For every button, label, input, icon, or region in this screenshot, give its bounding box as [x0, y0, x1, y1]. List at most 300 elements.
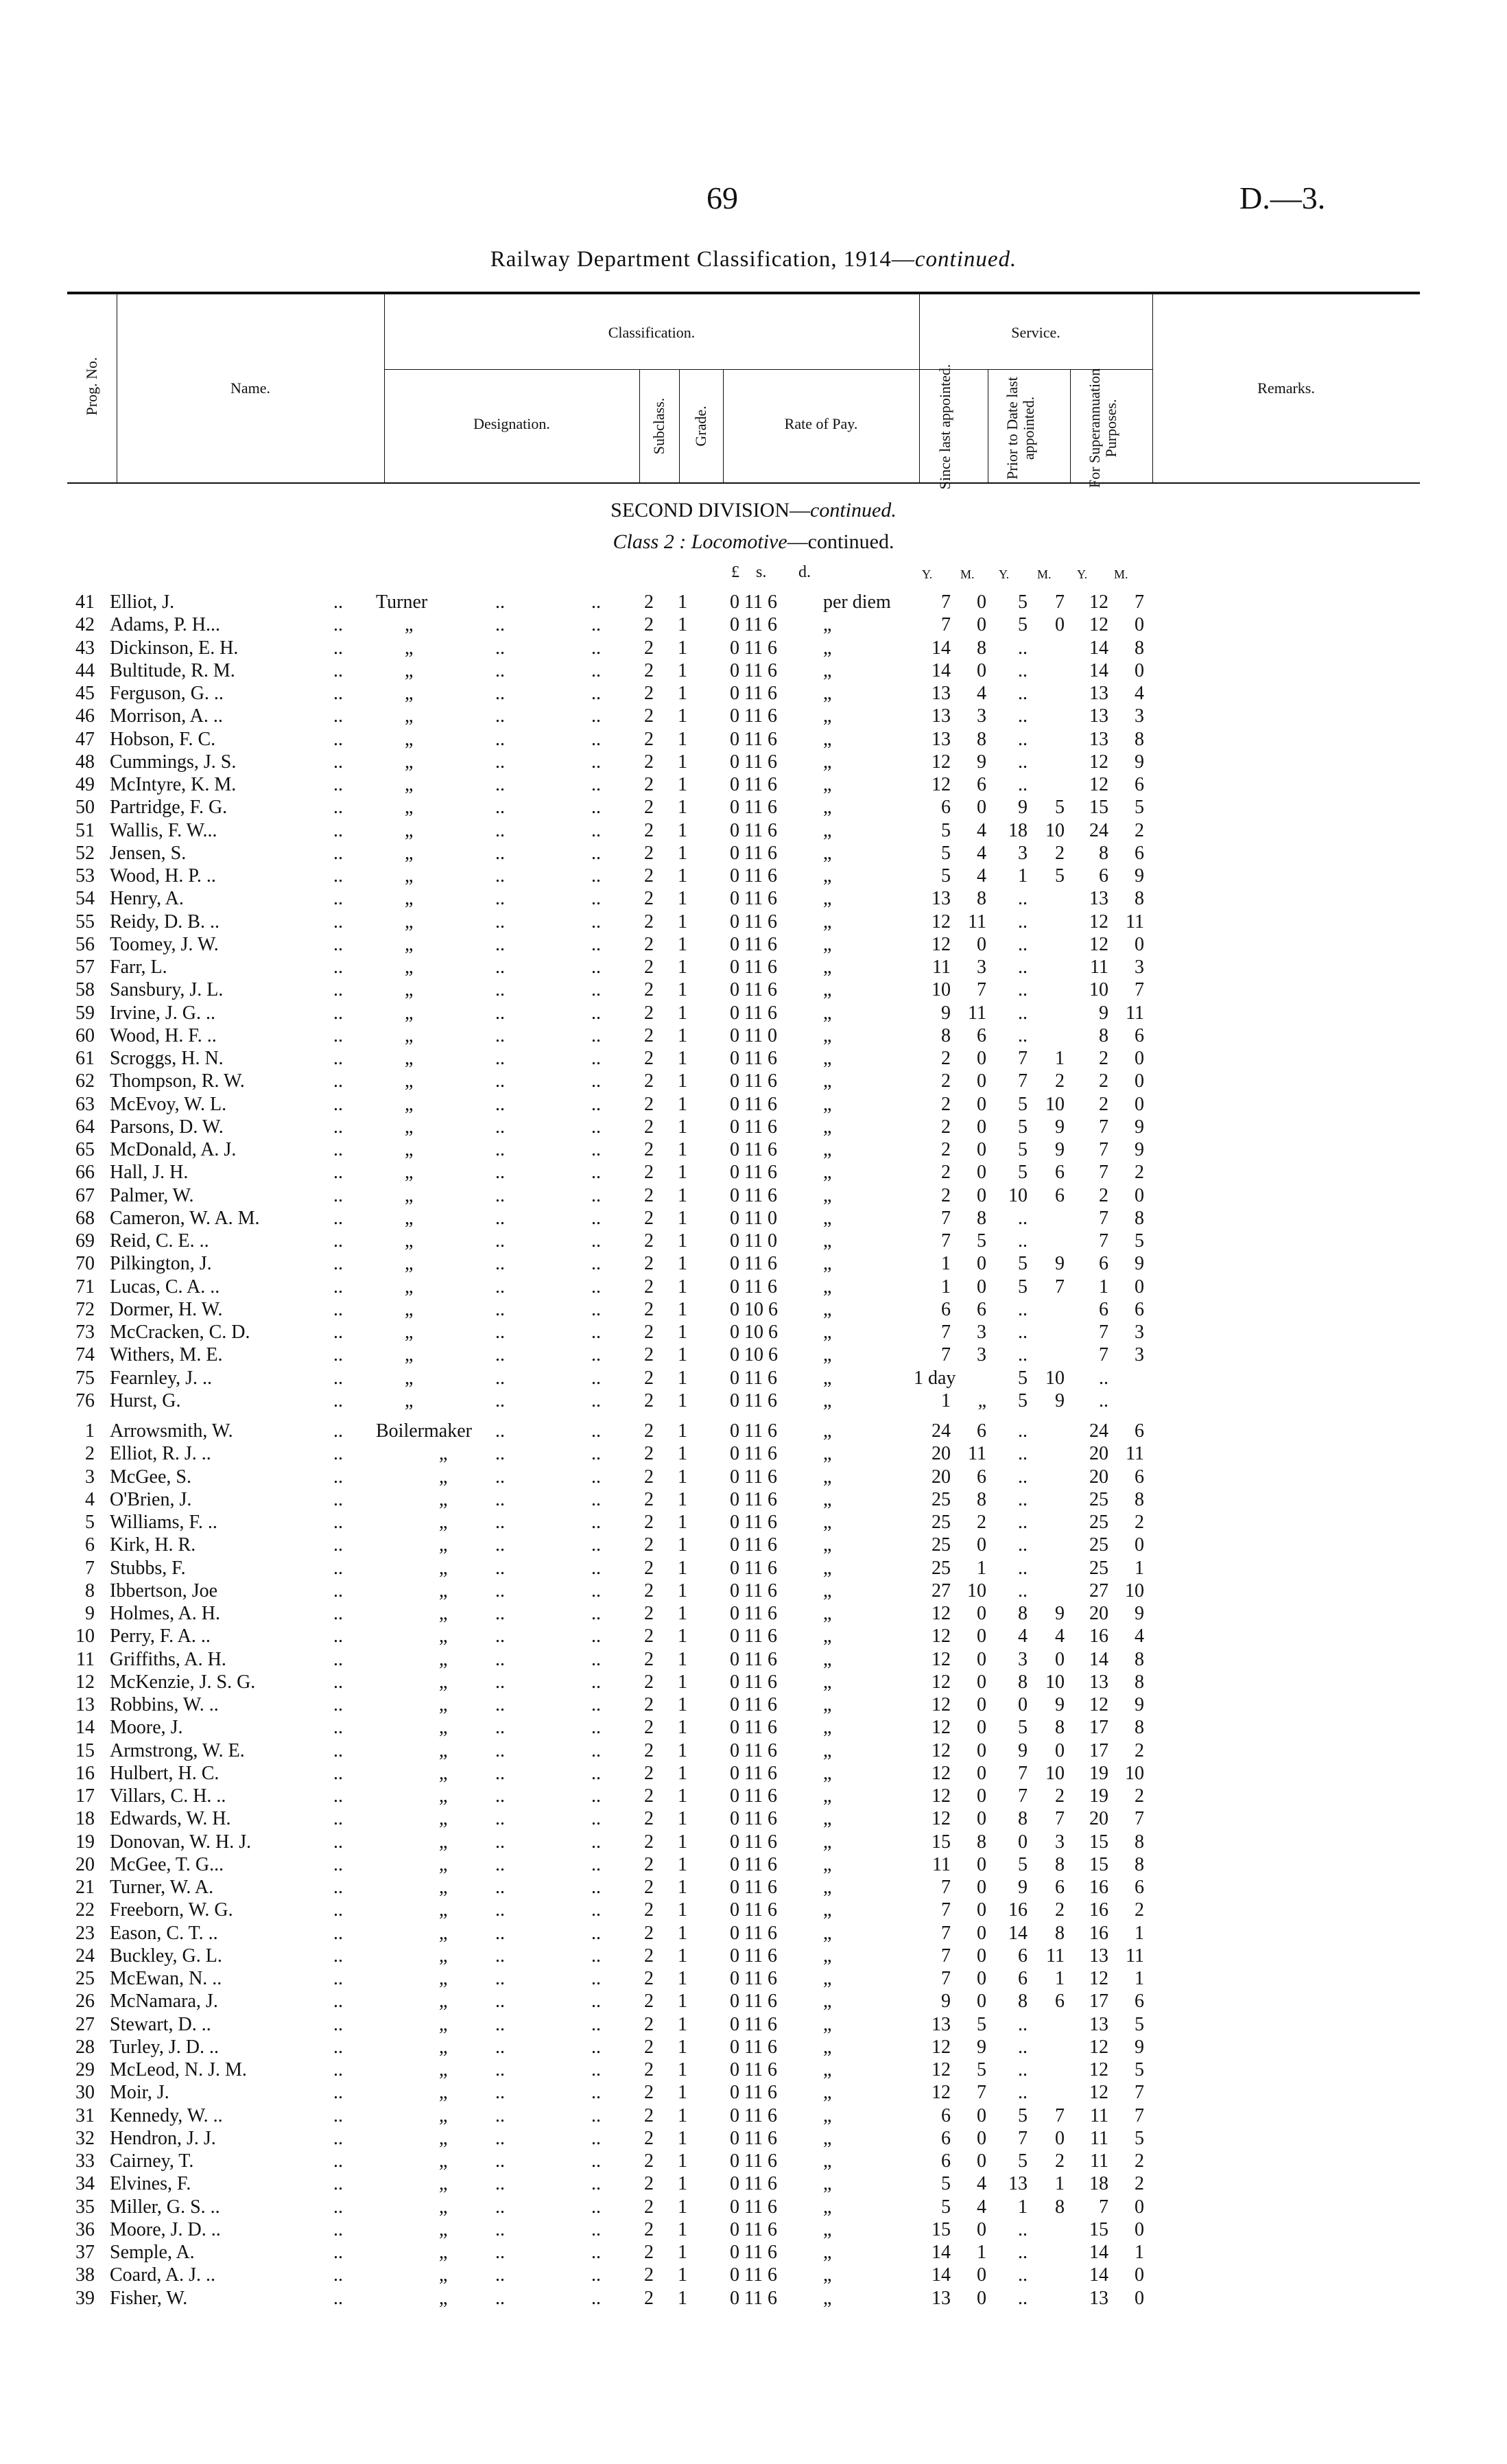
rate-unit: „ [823, 934, 832, 955]
grade: 1 [678, 1299, 687, 1320]
subclass: 2 [644, 957, 654, 978]
super-years: 20 [1089, 1808, 1108, 1829]
prior-years: 3 [1018, 843, 1028, 864]
prog-no: 14 [75, 1717, 95, 1738]
staff-name: McGee, T. G... [110, 1854, 224, 1875]
designation: „ [439, 1763, 448, 1784]
rate-unit: „ [823, 1208, 832, 1229]
leader-dots: .. [333, 1694, 343, 1715]
rate-of-pay: 0 11 6 [730, 2014, 777, 2035]
prog-no: 25 [75, 1968, 95, 1989]
prior-years: .. [1018, 2219, 1028, 2240]
designation: „ [439, 1603, 448, 1624]
subclass: 2 [644, 1094, 654, 1115]
table-row [0, 2219, 1507, 2241]
staff-name: Wallis, F. W... [110, 820, 217, 841]
subclass: 2 [644, 1923, 654, 1944]
super-years: .. [1099, 1390, 1108, 1411]
super-months: 3 [1135, 957, 1144, 978]
rate-of-pay: 0 11 6 [730, 1139, 777, 1160]
rate-unit: „ [823, 2150, 832, 2172]
rate-of-pay: 0 11 6 [730, 1185, 777, 1206]
since-months: 9 [977, 2037, 986, 2058]
super-years: 25 [1089, 1558, 1108, 1579]
grade: 1 [678, 2288, 687, 2309]
leader-dots: .. [333, 2173, 343, 2194]
header-bottom-rule [67, 482, 1420, 484]
prior-years: 7 [1018, 1048, 1028, 1069]
staff-name: Elliot, R. J. .. [110, 1443, 211, 1464]
super-years: 13 [1089, 888, 1108, 909]
super-years: 7 [1099, 1322, 1108, 1343]
prior-years: .. [1018, 1420, 1028, 1442]
subclass: 2 [644, 820, 654, 841]
leader-dots: .. [333, 1443, 343, 1464]
prior-months: 9 [1055, 1603, 1065, 1624]
subclass: 2 [644, 1344, 654, 1365]
super-months: 6 [1135, 843, 1144, 864]
since-years: 12 [932, 2082, 951, 2103]
since-years: 2 [941, 1139, 951, 1160]
staff-name: Stubbs, F. [110, 1558, 186, 1579]
staff-name: Williams, F. .. [110, 1512, 217, 1533]
grade: 1 [678, 1390, 687, 1411]
rate-of-pay: 0 11 6 [730, 934, 777, 955]
leader-dots: .. [495, 1139, 505, 1160]
since-months: 0 [977, 1534, 986, 1556]
table-row [0, 1299, 1507, 1321]
staff-name: Palmer, W. [110, 1185, 194, 1206]
prog-no: 57 [75, 957, 95, 978]
leader-dots: .. [495, 957, 505, 978]
since-months: 0 [977, 1094, 986, 1115]
leader-dots: .. [333, 774, 343, 795]
prior-years: 5 [1018, 1094, 1028, 1115]
header-rate-of-pay: Rate of Pay. [784, 415, 858, 432]
subclass: 2 [644, 1070, 654, 1092]
super-months: 9 [1135, 1116, 1144, 1138]
grade: 1 [678, 1558, 687, 1579]
leader-dots: .. [495, 1162, 505, 1183]
prior-years: 6 [1018, 1968, 1028, 1989]
super-months: 2 [1135, 1899, 1144, 1921]
prog-no: 22 [75, 1899, 95, 1921]
designation: „ [439, 2242, 448, 2263]
table-row [0, 1808, 1507, 1830]
since-years: 5 [941, 865, 951, 887]
rate-unit: „ [823, 957, 832, 978]
table-row [0, 1831, 1507, 1853]
designation: „ [439, 1717, 448, 1738]
leader-dots: .. [333, 1968, 343, 1989]
rate-of-pay: 0 11 6 [730, 1489, 777, 1510]
since-months: 0 [977, 2105, 986, 2126]
grade: 1 [678, 2128, 687, 2149]
grade: 1 [678, 1923, 687, 1944]
since-months: 0 [977, 1162, 986, 1183]
leader-dots: .. [591, 1070, 601, 1092]
prior-years: 5 [1018, 1390, 1028, 1411]
subclass: 2 [644, 2059, 654, 2080]
super-years: 7 [1099, 1139, 1108, 1160]
prior-years: .. [1018, 2264, 1028, 2286]
rate-of-pay: 0 11 6 [730, 1420, 777, 1442]
prior-years: .. [1018, 2082, 1028, 2103]
header-grade: Grade. [692, 406, 709, 447]
subclass: 2 [644, 1116, 654, 1138]
staff-name: Donovan, W. H. J. [110, 1831, 252, 1853]
super-months: 11 [1126, 1945, 1144, 1967]
leader-dots: .. [495, 2242, 505, 2263]
table-row [0, 1002, 1507, 1024]
prior-years: 7 [1018, 1070, 1028, 1092]
prog-no: 30 [75, 2082, 95, 2103]
since-years: 6 [941, 2128, 951, 2149]
prior-years: 5 [1018, 2150, 1028, 2172]
prior-years: 9 [1018, 1877, 1028, 1898]
grade: 1 [678, 1877, 687, 1898]
prior-months: 8 [1055, 1923, 1065, 1944]
title-suffix: continued. [914, 247, 1017, 272]
leader-dots: .. [591, 774, 601, 795]
designation: „ [439, 1443, 448, 1464]
since-years: 7 [941, 591, 951, 613]
prior-months: 2 [1055, 1070, 1065, 1092]
designation: „ [439, 1580, 448, 1601]
leader-dots: .. [333, 1649, 343, 1670]
table-row [0, 2105, 1507, 2127]
table-row [0, 1048, 1507, 1070]
prior-months: 2 [1055, 843, 1065, 864]
table-row [0, 1070, 1507, 1092]
leader-dots: .. [591, 1344, 601, 1365]
rate-of-pay: 0 11 6 [730, 1785, 777, 1807]
grade: 1 [678, 888, 687, 909]
since-months: 0 [977, 614, 986, 635]
designation: „ [439, 1558, 448, 1579]
prog-no: 63 [75, 1094, 95, 1115]
since-months: 0 [977, 1945, 986, 1967]
prior-years: .. [1018, 934, 1028, 955]
header-top-rule [67, 292, 1420, 294]
since-months: 0 [977, 1899, 986, 1921]
prior-years: .. [1018, 637, 1028, 659]
since-months: 6 [977, 1025, 986, 1046]
prior-months: 9 [1055, 1139, 1065, 1160]
table-row [0, 1603, 1507, 1625]
prior-years: 13 [1008, 2173, 1028, 2194]
super-months: 4 [1135, 683, 1144, 704]
subclass: 2 [644, 1763, 654, 1784]
super-months: 5 [1135, 1230, 1144, 1252]
staff-name: McEwan, N. .. [110, 1968, 222, 1989]
staff-name: McNamara, J. [110, 1991, 218, 2012]
super-years: 11 [1090, 2150, 1108, 2172]
rate-of-pay: 0 11 6 [730, 1671, 777, 1693]
subclass: 2 [644, 1162, 654, 1183]
table-row [0, 1854, 1507, 1876]
leader-dots: .. [591, 1854, 601, 1875]
rate-unit: „ [823, 1649, 832, 1670]
super-years: 2 [1099, 1048, 1108, 1069]
leader-dots: .. [333, 1671, 343, 1693]
rate-unit: „ [823, 1276, 832, 1298]
prog-no: 74 [75, 1344, 95, 1365]
designation: „ [405, 705, 414, 727]
super-years: 12 [1089, 2082, 1108, 2103]
leader-dots: .. [495, 1390, 505, 1411]
rate-unit: „ [823, 1230, 832, 1252]
designation: „ [439, 2150, 448, 2172]
super-months: 6 [1135, 774, 1144, 795]
grade: 1 [678, 1002, 687, 1024]
table-row [0, 1785, 1507, 1807]
super-months: 9 [1135, 1139, 1144, 1160]
super-years: 11 [1090, 2128, 1108, 2149]
prog-no: 43 [75, 637, 95, 659]
super-years: 15 [1089, 2219, 1108, 2240]
table-row [0, 2014, 1507, 2036]
staff-name: Robbins, W. .. [110, 1694, 219, 1715]
grade: 1 [678, 1740, 687, 1761]
super-years: 25 [1089, 1534, 1108, 1556]
super-months: 7 [1135, 2082, 1144, 2103]
staff-name: Dormer, H. W. [110, 1299, 223, 1320]
leader-dots: .. [591, 1671, 601, 1693]
leader-dots: .. [333, 1116, 343, 1138]
rate-of-pay: 0 11 6 [730, 2105, 777, 2126]
leader-dots: .. [495, 1534, 505, 1556]
leader-dots: .. [591, 1466, 601, 1488]
rate-unit: „ [823, 2196, 832, 2218]
table-row [0, 1322, 1507, 1344]
super-years: 6 [1099, 865, 1108, 887]
staff-name: Sansbury, J. L. [110, 979, 224, 1000]
super-months: 11 [1126, 911, 1144, 932]
rate-unit: „ [823, 1991, 832, 2012]
designation: „ [405, 797, 414, 818]
super-months: 1 [1135, 1968, 1144, 1989]
leader-dots: .. [333, 1558, 343, 1579]
leader-dots: .. [333, 1420, 343, 1442]
super-months: 3 [1135, 1322, 1144, 1343]
unit-years-super: Y. [1077, 567, 1088, 581]
prog-no: 31 [75, 2105, 95, 2126]
rate-of-pay: 0 11 6 [730, 2173, 777, 2194]
super-months: 9 [1135, 865, 1144, 887]
leader-dots: .. [333, 1923, 343, 1944]
super-years: 13 [1089, 1945, 1108, 1967]
super-years: 13 [1089, 705, 1108, 727]
prior-years: .. [1018, 683, 1028, 704]
super-years: 20 [1089, 1443, 1108, 1464]
super-years: 6 [1099, 1253, 1108, 1274]
leader-dots: .. [495, 1877, 505, 1898]
subclass: 2 [644, 1740, 654, 1761]
leader-dots: .. [495, 1443, 505, 1464]
prog-no: 42 [75, 614, 95, 635]
rate-unit: „ [823, 1368, 832, 1389]
grade: 1 [678, 979, 687, 1000]
table-row [0, 1443, 1507, 1465]
leader-dots: .. [333, 1322, 343, 1343]
leader-dots: .. [591, 2196, 601, 2218]
since-years: 5 [941, 2173, 951, 2194]
prior-years: 9 [1018, 797, 1028, 818]
prog-no: 35 [75, 2196, 95, 2218]
prog-no: 69 [75, 1230, 95, 1252]
rate-unit: „ [823, 637, 832, 659]
rate-of-pay: 0 11 6 [730, 637, 777, 659]
super-years: 6 [1099, 1299, 1108, 1320]
subclass: 2 [644, 1649, 654, 1670]
table-row [0, 1945, 1507, 1967]
subclass: 2 [644, 2082, 654, 2103]
rate-of-pay: 0 11 6 [730, 683, 777, 704]
leader-dots: .. [495, 1671, 505, 1693]
super-years: 12 [1089, 614, 1108, 635]
super-years: 10 [1089, 979, 1108, 1000]
prior-years: 0 [1018, 1694, 1028, 1715]
super-years: 16 [1089, 1899, 1108, 1921]
leader-dots: .. [591, 1831, 601, 1853]
staff-name: Moore, J. D. .. [110, 2219, 221, 2240]
prior-years: .. [1018, 1580, 1028, 1601]
designation: „ [439, 1534, 448, 1556]
super-months: 6 [1135, 1420, 1144, 1442]
designation: „ [405, 1139, 414, 1160]
leader-dots: .. [333, 820, 343, 841]
staff-name: Coard, A. J. .. [110, 2264, 215, 2286]
since-years: 25 [932, 1512, 951, 1533]
prior-years: 5 [1018, 614, 1028, 635]
designation: „ [405, 1299, 414, 1320]
rate-unit: „ [823, 1694, 832, 1715]
prior-months: 8 [1055, 2196, 1065, 2218]
leader-dots: .. [333, 1162, 343, 1183]
rate-of-pay: 0 11 6 [730, 591, 777, 613]
leader-dots: .. [333, 1048, 343, 1069]
staff-name: Fearnley, J. .. [110, 1368, 213, 1389]
prior-years: 8 [1018, 1671, 1028, 1693]
leader-dots: .. [495, 683, 505, 704]
leader-dots: .. [333, 683, 343, 704]
prog-no: 11 [76, 1649, 95, 1670]
super-months: 2 [1135, 1785, 1144, 1807]
prog-no: 62 [75, 1070, 95, 1092]
staff-name: Hendron, J. J. [110, 2128, 216, 2149]
staff-name: Eason, C. T. .. [110, 1923, 218, 1944]
since-months: 0 [977, 591, 986, 613]
staff-name: Reidy, D. B. .. [110, 911, 219, 932]
grade: 1 [678, 2242, 687, 2263]
grade: 1 [678, 637, 687, 659]
rate-unit: „ [823, 1390, 832, 1411]
grade: 1 [678, 1854, 687, 1875]
prior-months: 0 [1055, 1740, 1065, 1761]
prior-months: 0 [1055, 2128, 1065, 2149]
super-months: 2 [1135, 2173, 1144, 2194]
sub-col-rule-5 [1070, 369, 1071, 482]
table-row [0, 1139, 1507, 1161]
leader-dots: .. [495, 2196, 505, 2218]
since-months: 0 [977, 1048, 986, 1069]
rate-of-pay: 0 11 6 [730, 1717, 777, 1738]
prior-months: 3 [1055, 1831, 1065, 1853]
rate-of-pay: 0 11 6 [730, 957, 777, 978]
division-title [0, 499, 1507, 522]
super-months: 9 [1135, 1603, 1144, 1624]
table-row [0, 2082, 1507, 2104]
prog-no: 47 [75, 729, 95, 750]
prior-months: 11 [1046, 1945, 1065, 1967]
leader-dots: .. [333, 1534, 343, 1556]
rate-unit: „ [823, 911, 832, 932]
grade: 1 [678, 1603, 687, 1624]
prior-months: 1 [1055, 1048, 1065, 1069]
rate-of-pay: 0 11 6 [730, 1002, 777, 1024]
rate-unit: „ [823, 1002, 832, 1024]
designation: Turner [376, 591, 428, 613]
subclass: 2 [644, 1626, 654, 1647]
header-service: Service. [1011, 324, 1060, 341]
subclass: 2 [644, 637, 654, 659]
table-row [0, 1763, 1507, 1785]
grade: 1 [678, 1831, 687, 1853]
prior-years: 8 [1018, 1603, 1028, 1624]
super-months: 6 [1135, 1877, 1144, 1898]
subclass: 2 [644, 1299, 654, 1320]
rate-unit: „ [823, 1139, 832, 1160]
since-months: 0 [977, 660, 986, 681]
rate-of-pay: 0 11 6 [730, 1276, 777, 1298]
super-months: 4 [1135, 1626, 1144, 1647]
staff-name: O'Brien, J. [110, 1489, 192, 1510]
leader-dots: .. [495, 1899, 505, 1921]
super-months: 0 [1135, 1276, 1144, 1298]
table-row [0, 1390, 1507, 1412]
rate-unit: „ [823, 1558, 832, 1579]
table-row [0, 1968, 1507, 1990]
super-years: .. [1099, 1368, 1108, 1389]
rate-unit: „ [823, 820, 832, 841]
rate-of-pay: 0 11 6 [730, 1558, 777, 1579]
grade: 1 [678, 2150, 687, 2172]
designation: „ [405, 957, 414, 978]
since-months: 5 [977, 1230, 986, 1252]
rate-of-pay: 0 11 6 [730, 1877, 777, 1898]
super-months: 8 [1135, 729, 1144, 750]
super-months: 2 [1135, 820, 1144, 841]
table-row [0, 683, 1507, 705]
table-row [0, 2242, 1507, 2264]
rate-unit: „ [823, 1094, 832, 1115]
since-years: 12 [932, 1763, 951, 1784]
leader-dots: .. [333, 1002, 343, 1024]
designation: „ [405, 1025, 414, 1046]
super-years: 7 [1099, 1344, 1108, 1365]
designation: „ [439, 1808, 448, 1829]
prior-months: 1 [1055, 2173, 1065, 2194]
designation: „ [439, 1854, 448, 1875]
table-row [0, 1276, 1507, 1298]
leader-dots: .. [591, 1185, 601, 1206]
since-years: 2 [941, 1094, 951, 1115]
leader-dots: .. [495, 660, 505, 681]
leader-dots: .. [495, 934, 505, 955]
rate-unit: „ [823, 2219, 832, 2240]
since-months: 4 [977, 2196, 986, 2218]
